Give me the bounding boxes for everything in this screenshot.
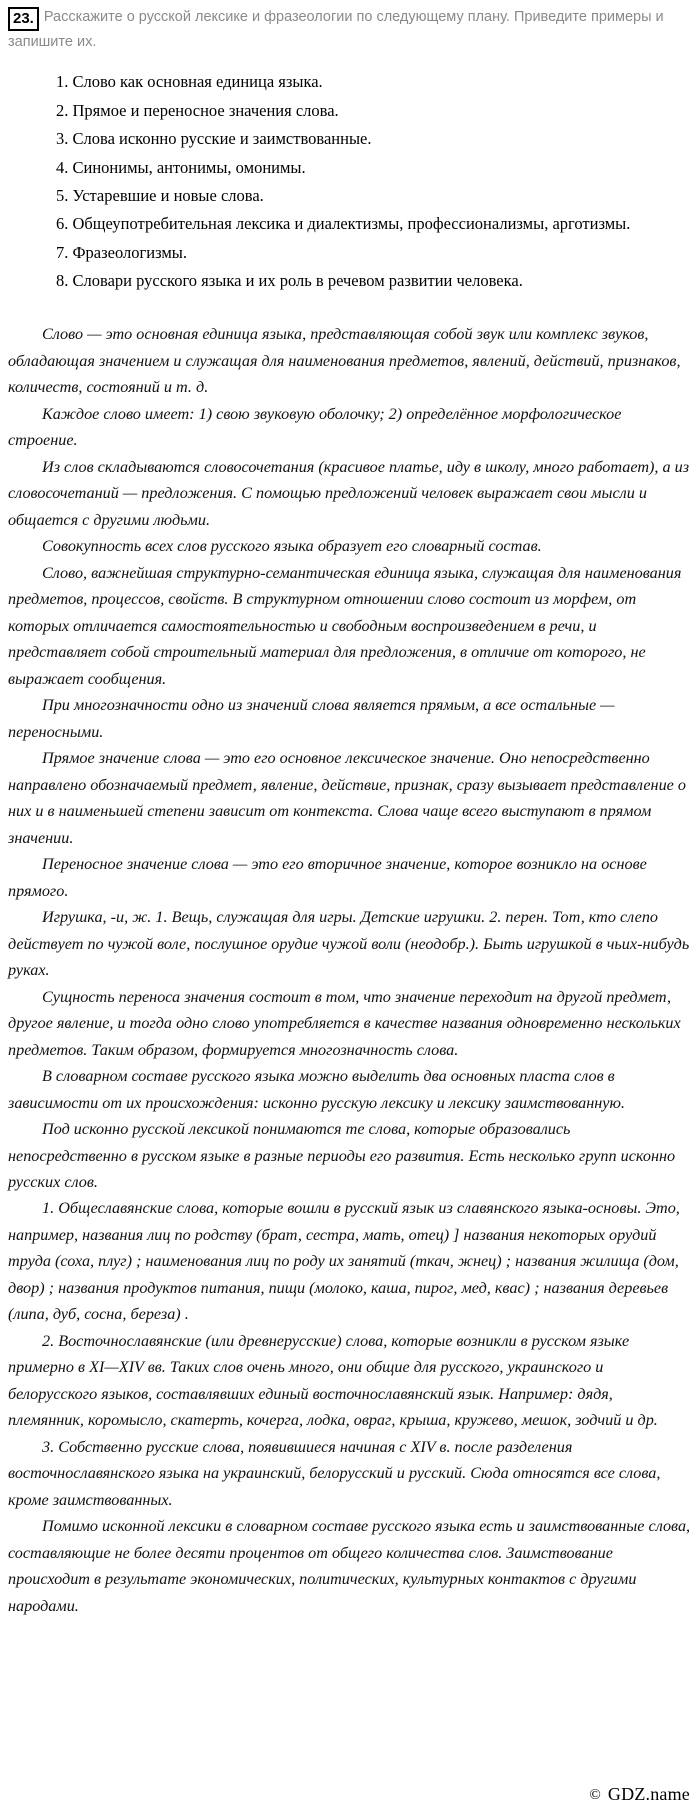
plan-item: 1. Слово как основная единица языка.: [56, 72, 323, 92]
answer-paragraph: Под исконно русской лексикой понимаются те слова, которые образовались непосредственно в русском языке в разные периоды его развития. Есть несколько групп исконно русских слов.: [8, 1120, 676, 1191]
answer-paragraph: Переносное значение слова — это его вторичное значение, которое возникло на основе прямого.: [8, 855, 647, 900]
watermark: [589, 1784, 690, 1805]
plan-item: 8. Словари русского языка и их роль в речевом развитии человека.: [56, 271, 523, 291]
answer-paragraph: Слово — это основная единица языка, представляющая собой звук или комплекс звуков, обладающая значением и служащая для наименования предметов, явлений, действий, признаков, количеств, состояний и т. д.: [8, 325, 681, 397]
answer-paragraph: 1. Общеславянские слова, которые вошли в русский язык из славянского языка-основы. Это, например, названия лиц по родству (брат, сестра, мать, отец) ] названия некоторых орудий труда (соха, плуг) ; наименования лиц по роду их занятий (ткач, жнец) ; названия жилища (дом, двор) ; названия продуктов питания, пищи (молоко, каша, пирог, мед, квас) ; названия деревьев (липа, дуб, сосна, береза) .: [8, 1199, 680, 1324]
answer-body: [8, 321, 692, 1619]
answer-paragraph: Слово, важнейшая структурно-семантическая единица языка, служащая для наименования предметов, процессов, свойств. В структурном отношении слово состоит из морфем, от которых отличается самостоятельностью и свободным воспроизведением в речи, и представляет собой строительный материал для предложения, в отличие от которого, не выражает сообщения.: [8, 563, 682, 688]
plan-item: 2. Прямое и переносное значения слова.: [56, 100, 339, 120]
plan-item: 3. Слова исконно русские и заимствованные.: [56, 129, 372, 149]
answer-paragraph: Совокупность всех слов русского языка образует его словарный состав.: [42, 537, 542, 556]
answer-paragraph: 2. Восточнославянские (или древнерусские) слова, которые возникли в русском языке примерно в XI—XIV вв. Таких слов очень много, они общие для русского, украинского и белорусского языков, составлявших единый восточнославянский язык. Например: дядя, племянник, коромысло, скатерть, кочерга, лодка, овраг, крыша, кружево, мешок, зодчий и др.: [8, 1331, 658, 1430]
copyright-icon: ©: [589, 1787, 601, 1803]
answer-paragraph: В словарном составе русского языка можно выделить два основных пласта слов в зависимости от их происхождения: исконно русскую лексику и лексику заимствованную.: [8, 1067, 625, 1112]
answer-paragraph: Прямое значение слова — это его основное лексическое значение. Оно непосредственно направлено обозначаемый предмет, явление, действие, признак, сразу вызывает представление о них и в наименьшей степени зависит от контекста. Слова чаще всего выступают в прямом значении.: [8, 749, 687, 847]
task-prompt-text: Расскажите о русской лексике и фразеологии по следующему плану. Приведите примеры и запишите их.: [8, 9, 664, 50]
answer-paragraph: Из слов складываются словосочетания (красивое платье, иду в школу, много работает), а из словосочетаний — предложения. С помощью предложений человек выражает свои мысли и общается с другими людьми.: [8, 457, 690, 529]
watermark-text: GDZ.name: [607, 1784, 690, 1804]
plan-list: [8, 68, 692, 295]
plan-item: 5. Устаревшие и новые слова.: [56, 185, 264, 205]
answer-paragraph: Каждое слово имеет: 1) свою звуковую оболочку; 2) определённое морфологическое строение.: [8, 404, 622, 450]
plan-item: 6. Общеупотребительная лексика и диалектизмы, профессионализмы, арготизмы.: [56, 214, 631, 234]
task-number-badge: 23.: [8, 7, 39, 31]
answer-paragraph: Игрушка, -и, ж. 1. Вещь, служащая для игры. Детские игрушки. 2. перен. Тот, кто слепо действует по чужой воле, послушное орудие чужой воли (неодобр.). Быть игрушкой в чьих-нибудь руках.: [8, 908, 690, 980]
answer-paragraph: При многозначности одно из значений слова является прямым, а все остальные — переносными.: [8, 696, 615, 741]
plan-item: 4. Синонимы, антонимы, омонимы.: [56, 157, 306, 177]
answer-paragraph: 3. Собственно русские слова, появившиеся начиная с XIV в. после разделения восточнославянского языка на украинский, белорусский и русский. Сюда относятся все слова, кроме заимствованных.: [8, 1437, 661, 1509]
task-header: [8, 6, 692, 54]
answer-paragraph: Помимо исконной лексики в словарном составе русского языка есть и заимствованные слова, составляющие не более десяти процентов от общего количества слов. Заимствование происходит в результате экономических, политических, культурных контактов с другими народами.: [8, 1517, 691, 1615]
plan-item: 7. Фразеологизмы.: [56, 242, 188, 262]
answer-paragraph: Сущность переноса значения состоит в том, что значение переходит на другой предмет, другое явление, и тогда одно слово употребляется в качестве названия одновременно нескольких предметов. Таким образом, формируется многозначность слова.: [8, 987, 681, 1059]
